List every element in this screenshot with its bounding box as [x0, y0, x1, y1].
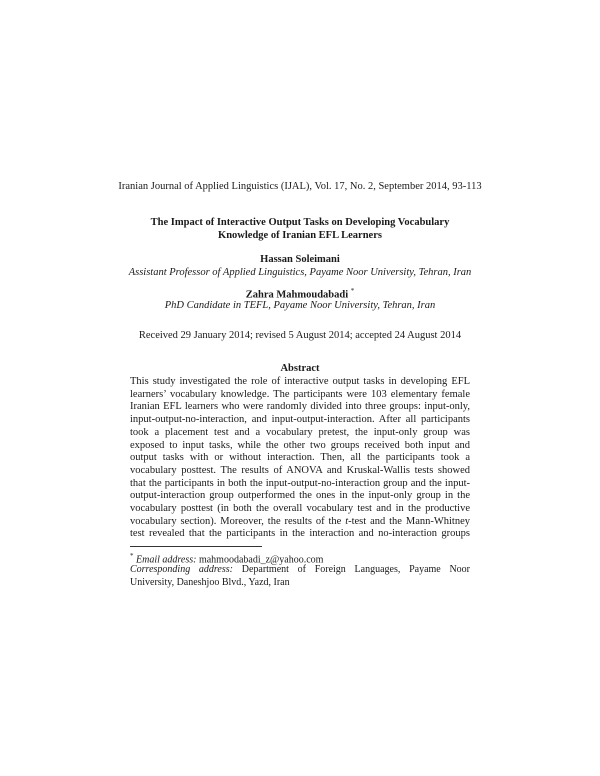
abstract-line: vocabulary posttest (in both the overall vocabulary test and in the productive — [130, 503, 470, 515]
paper-title — [130, 216, 470, 242]
submission-dates: Received 29 January 2014; revised 5 August 2014; accepted 24 August 2014 — [138, 330, 462, 341]
author-2-affiliation: PhD Candidate in TEFL, Payame Noor University, Tehran, Iran — [164, 300, 436, 311]
footnote-address — [130, 564, 470, 589]
abstract-line: Iranian EFL learners who were randomly divided into three groups: input-only, — [130, 401, 470, 413]
t-test-italic: t — [345, 515, 349, 527]
abstract-line-start: vocabulary section). Moreover, the results of the — [130, 515, 346, 527]
abstract-line: learners’ vocabulary knowledge. The participants were 103 elementary female — [130, 388, 470, 400]
abstract-body — [130, 376, 470, 541]
footnote-rule — [130, 546, 262, 547]
title-line-1: The Impact of Interactive Output Tasks on Developing Vocabulary — [150, 217, 450, 228]
address-line-1 — [130, 564, 470, 577]
author-2 — [0, 287, 600, 301]
email-label: Email address: — [136, 554, 197, 566]
abstract-line: output-interaction group outperformed the ones in the input-only group in the — [130, 490, 470, 502]
author-2-name: Zahra Mahmoudabadi — [245, 289, 349, 301]
author-1-name: Hassan Soleimani — [260, 254, 340, 265]
title-line-2: Knowledge of Iranian EFL Learners — [218, 230, 382, 241]
address-label: Corresponding address: — [130, 564, 233, 575]
author-2-marker: * — [350, 287, 355, 295]
journal-header: Iranian Journal of Applied Linguistics (IJAL), Vol. 17, No. 2, September 2014, 93-113 — [118, 181, 482, 192]
abstract-heading: Abstract — [280, 363, 320, 374]
email-value: mahmoodabadi_z@yahoo.com — [196, 554, 324, 566]
address-line-1-tail: Department of Foreign Languages, Payame Noor — [233, 564, 471, 575]
author-1-affiliation: Assistant Professor of Applied Linguistics, Payame Noor University, Tehran, Iran — [128, 267, 472, 278]
abstract-line: output tasks with or without interaction. Then, all the participants took a — [130, 452, 470, 464]
abstract-line: test revealed that the participants in the interaction and no-interaction groups — [130, 528, 470, 540]
abstract-line: took a placement test and a vocabulary pretest, the input-only group was — [130, 426, 470, 438]
abstract-line: input-output-no-interaction, and input-output-interaction. After all participants — [130, 414, 470, 426]
abstract-line: that the participants in both the input-output-no-interaction group and the input- — [130, 477, 470, 489]
address-line-2: University, Daneshjoo Blvd., Yazd, Iran — [130, 576, 290, 588]
abstract-line: exposed to input tasks, while the other two groups received both input and — [130, 439, 470, 451]
footnote-marker: * — [130, 552, 134, 560]
abstract-line — [130, 516, 470, 529]
abstract-line: vocabulary posttest. The results of ANOVA and Kruskal-Wallis tests showed — [130, 464, 470, 476]
abstract-line-tail: -test and the Mann-Whitney — [348, 515, 471, 527]
abstract-line: This study investigated the role of interactive output tasks in developing EFL — [130, 376, 470, 387]
